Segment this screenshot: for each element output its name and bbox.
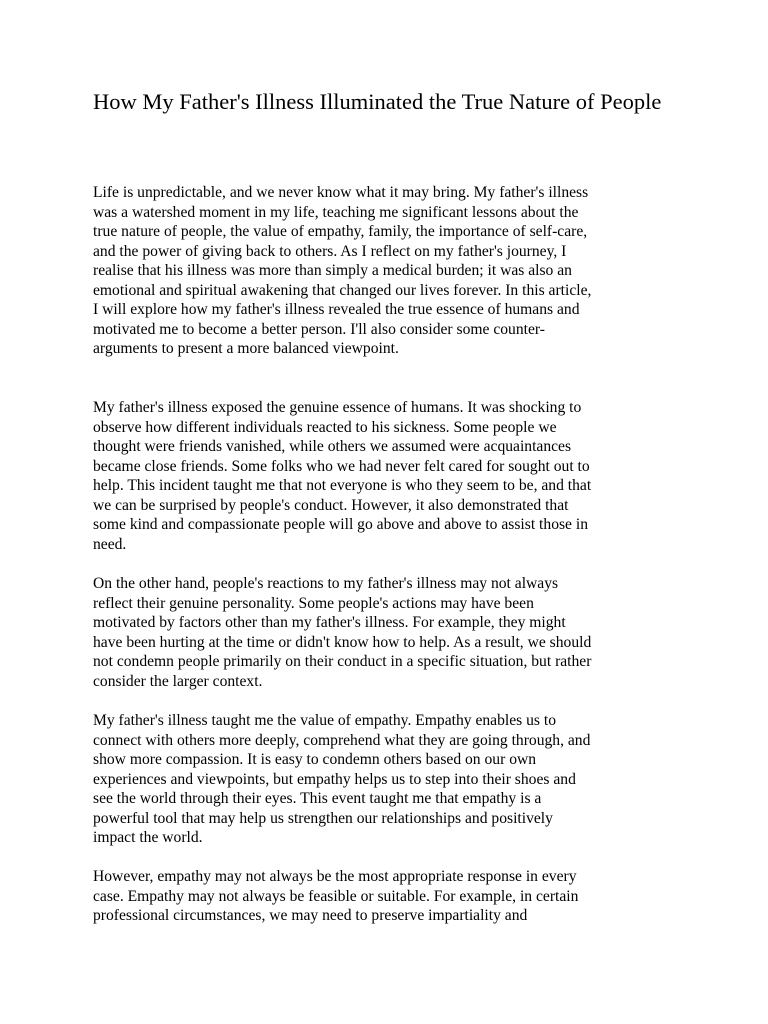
- paragraph-intro: Life is unpredictable, and we never know what it may bring. My father's illness was a watershed moment in my life, teaching me significant lessons about the true nature of people, the value of empathy, family, the importance of self-care, and the power of giving back to others. As I reflect on my father's journey, I realise that his illness was more than simply a medical burden; it was also an emotional and spiritual awakening that changed our lives forever. In this article, I will explore how my father's illness revealed the true essence of humans and motivated me to become a better person. I'll also consider some counter- arguments to present a more balanced viewpoint.: [93, 184, 592, 357]
- paragraph-counter-empathy: However, empathy may not always be the most appropriate response in every case. Empathy may not always be feasible or suitable. For example, in certain professional circumstances, we may need to preserve impartiality and: [93, 868, 579, 924]
- paragraph-counter-reactions: On the other hand, people's reactions to my father's illness may not always reflect their genuine personality. Some people's actions may have been motivated by factors other than my father's illness. For example, they might have been hurting at the time or didn't know how to help. As a result, we should not condemn people primarily on their conduct in a specific situation, but rather consider the larger context.: [93, 575, 592, 690]
- paragraph-human-essence: My father's illness exposed the genuine essence of humans. It was shocking to observe how different individuals reacted to his sickness. Some people we thought were friends vanished, while others we assumed were acquaintances became close friends. Some folks who we had never felt cared for sought out to help. This incident taught me that not everyone is who they seem to be, and that we can be surprised by people's conduct. However, it also demonstrated that some kind and compassionate people will go above and above to assist those in need.: [93, 399, 592, 553]
- paragraph-empathy: My father's illness taught me the value of empathy. Empathy enables us to connect with others more deeply, comprehend what they are going through, and show more compassion. It is easy to condemn others based on our own experiences and viewpoints, but empathy helps us to step into their shoes and see the world through their eyes. This event taught me that empathy is a powerful tool that may help us strengthen our relationships and positively impact the world.: [93, 712, 591, 846]
- document-title: How My Father's Illness Illuminated the True Nature of People: [93, 89, 662, 114]
